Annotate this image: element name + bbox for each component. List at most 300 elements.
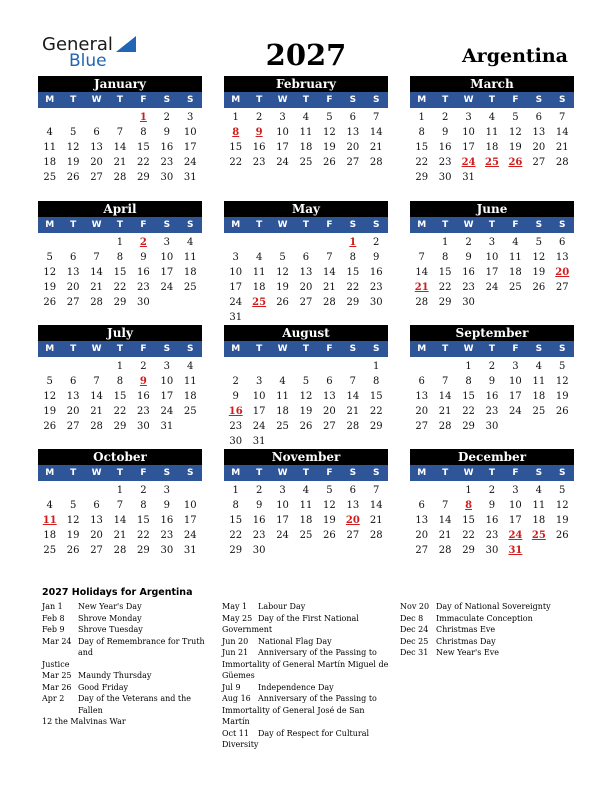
day-cell: 4	[302, 485, 310, 496]
day-cell: 5	[512, 112, 519, 123]
holiday-item	[42, 693, 212, 716]
day-cell: 14	[113, 515, 127, 526]
day-cell: 15	[229, 142, 243, 153]
holiday-day-cell: 9	[255, 127, 263, 138]
day-cell: 23	[369, 282, 383, 293]
weekday-header	[38, 341, 202, 357]
day-cell: 19	[66, 530, 80, 541]
day-cell: 27	[532, 157, 546, 168]
day-cell: 8	[140, 500, 147, 511]
day-cell: 16	[462, 267, 475, 278]
day-cell: 5	[279, 252, 286, 263]
day-cell: 21	[323, 282, 336, 293]
weekday-label: S	[559, 468, 566, 478]
day-cell: 17	[485, 267, 499, 278]
day-cell: 24	[160, 406, 174, 417]
holiday-name: National Flag Day	[258, 636, 332, 646]
day-cell	[38, 110, 61, 125]
day-cell: 23	[160, 530, 174, 541]
day-cell: 8	[140, 127, 147, 138]
country-title: Argentina	[461, 45, 568, 67]
day-cell: 25	[43, 545, 57, 556]
weekday-label: T	[256, 95, 263, 105]
day-cell: 7	[441, 376, 449, 387]
day-cell	[179, 483, 202, 498]
month-title: August	[224, 325, 388, 341]
month-july	[38, 325, 202, 434]
week-row	[224, 374, 388, 389]
holiday-name: Independence Day	[258, 682, 334, 692]
day-cell: 10	[276, 127, 289, 138]
holiday-name: Maundy Thursday	[78, 671, 152, 680]
day-cell: 2	[488, 485, 496, 496]
week-row	[410, 250, 574, 265]
day-cell: 31	[183, 545, 197, 556]
holiday-item	[42, 624, 212, 636]
day-cell: 5	[326, 112, 333, 123]
week-row	[224, 513, 388, 528]
day-cell: 15	[438, 267, 452, 278]
day-cell: 8	[418, 127, 425, 138]
day-cell: 23	[485, 530, 499, 541]
day-cell	[480, 295, 503, 310]
week-row	[38, 235, 202, 250]
day-cell: 30	[369, 297, 383, 308]
holiday-date: Nov 20	[400, 602, 430, 611]
weekday-label: M	[45, 220, 55, 230]
month-august	[224, 325, 388, 449]
holiday-name-continued: Immortality of General José de San Martín	[222, 705, 365, 726]
day-cell: 12	[43, 267, 57, 278]
day-cell	[247, 310, 270, 325]
weekday-label: W	[463, 344, 474, 354]
day-cell: 21	[346, 406, 360, 417]
day-cell: 17	[462, 142, 475, 153]
weekday-label: T	[116, 468, 124, 478]
day-cell: 29	[113, 297, 127, 308]
holiday-name-continued: Government	[222, 625, 273, 634]
day-cell: 29	[113, 421, 127, 432]
day-cell: 2	[255, 485, 263, 496]
day-cell	[527, 543, 550, 558]
week-row	[38, 250, 202, 265]
holiday-day-cell: 21	[414, 282, 429, 293]
holiday-date: Oct 11	[222, 728, 249, 738]
day-cell: 20	[346, 142, 360, 153]
day-cell: 21	[369, 515, 383, 526]
day-cell: 24	[183, 157, 197, 168]
week-row	[410, 528, 574, 543]
week-row	[410, 543, 574, 558]
day-cell: 6	[326, 376, 333, 387]
weekday-label: S	[535, 468, 543, 478]
week-row	[224, 250, 388, 265]
day-cell: 20	[532, 142, 546, 153]
day-cell: 15	[113, 391, 127, 402]
holiday-date: Jan 1	[42, 602, 63, 611]
holiday-day-cell: 31	[508, 545, 523, 556]
holiday-name: Day of National Sovereignty	[436, 602, 551, 611]
weekday-label: F	[512, 344, 519, 354]
day-cell: 9	[488, 500, 496, 511]
day-cell: 1	[116, 237, 124, 248]
day-cell: 1	[232, 112, 239, 123]
week-row	[38, 389, 202, 404]
month-march	[410, 76, 574, 185]
logo-general-text: General	[42, 34, 113, 55]
day-cell	[551, 295, 574, 310]
day-cell: 14	[346, 391, 360, 402]
holiday-item	[222, 647, 392, 659]
day-cell: 10	[160, 252, 174, 263]
day-cell: 7	[418, 252, 425, 263]
holiday-day-cell: 8	[232, 127, 240, 138]
week-row	[224, 389, 388, 404]
weekday-label: M	[417, 468, 427, 478]
month-title: May	[224, 201, 388, 217]
week-row	[38, 374, 202, 389]
day-cell: 13	[532, 127, 546, 138]
day-cell: 24	[252, 421, 266, 432]
day-cell: 30	[160, 172, 174, 183]
day-cell	[318, 434, 341, 449]
day-cell: 19	[43, 406, 57, 417]
day-cell: 4	[279, 376, 286, 387]
day-cell: 30	[252, 545, 266, 556]
day-cell: 25	[299, 530, 313, 541]
day-cell	[410, 235, 433, 250]
day-cell: 28	[113, 545, 127, 556]
day-cell: 27	[555, 282, 569, 293]
holiday-item	[222, 682, 392, 694]
weekday-label: T	[70, 220, 77, 230]
day-cell: 19	[555, 515, 569, 526]
day-cell: 12	[299, 391, 313, 402]
day-cell: 2	[140, 485, 147, 496]
weekday-label: T	[256, 468, 263, 478]
week-row	[410, 404, 574, 419]
weekday-label: S	[349, 95, 357, 105]
day-cell: 17	[509, 515, 522, 526]
holiday-item	[400, 624, 570, 636]
weekday-label: F	[512, 468, 519, 478]
day-cell: 11	[532, 500, 546, 511]
holiday-name: Anniversary of the Passing to	[258, 694, 377, 703]
holiday-date: Dec 24	[400, 625, 429, 634]
week-row	[410, 498, 574, 513]
day-cell: 11	[43, 142, 57, 153]
weekday-header	[410, 92, 574, 108]
day-cell: 20	[66, 282, 80, 293]
weekday-label: T	[302, 344, 310, 354]
day-cell: 5	[46, 376, 53, 387]
day-cell: 24	[485, 282, 499, 293]
month-title: April	[38, 201, 202, 217]
week-row	[410, 155, 574, 170]
holiday-name: Christmas Eve	[436, 625, 496, 634]
weekday-label: W	[277, 468, 288, 478]
day-cell	[527, 295, 550, 310]
day-cell: 10	[509, 500, 522, 511]
week-row	[38, 419, 202, 434]
day-cell	[179, 419, 202, 434]
holiday-name: Anniversary of the Passing to	[258, 648, 377, 657]
day-cell: 8	[232, 500, 239, 511]
day-cell: 23	[137, 282, 150, 293]
day-cell: 11	[532, 376, 546, 387]
day-cell: 6	[349, 112, 356, 123]
day-cell: 31	[183, 172, 197, 183]
holiday-date: Mar 24	[42, 636, 72, 646]
day-cell	[155, 295, 178, 310]
holiday-day-cell: 2	[139, 237, 147, 248]
weekday-label: M	[231, 220, 241, 230]
weekday-label: W	[277, 344, 288, 354]
day-cell: 26	[323, 157, 336, 168]
day-cell: 7	[326, 252, 333, 263]
weekday-label: T	[302, 95, 310, 105]
week-row	[38, 295, 202, 310]
day-cell: 28	[323, 297, 336, 308]
day-cell	[247, 235, 270, 250]
day-cell: 7	[373, 112, 380, 123]
holiday-name: Shrove Tuesday	[78, 625, 143, 634]
weekday-label: S	[373, 468, 380, 478]
day-cell	[61, 483, 84, 498]
weekday-label: T	[442, 468, 449, 478]
day-cell: 6	[349, 485, 356, 496]
day-cell: 10	[183, 500, 197, 511]
day-cell: 10	[160, 376, 174, 387]
day-cell: 18	[485, 142, 499, 153]
day-cell: 26	[555, 406, 569, 417]
holiday-date: Dec 8	[400, 613, 424, 623]
day-cell: 7	[116, 127, 124, 138]
day-cell: 19	[66, 157, 80, 168]
holiday-name: Shrove Monday	[78, 613, 142, 623]
day-cell: 13	[90, 142, 103, 153]
day-cell: 18	[252, 282, 266, 293]
week-row	[38, 483, 202, 498]
month-title: June	[410, 201, 574, 217]
page-title-year: 2027	[265, 38, 347, 72]
day-cell: 22	[346, 282, 360, 293]
day-cell	[271, 543, 294, 558]
logo-blue-text: Blue	[69, 51, 107, 71]
day-cell: 28	[438, 545, 452, 556]
day-cell: 25	[183, 406, 197, 417]
day-cell: 25	[43, 172, 57, 183]
day-cell: 20	[90, 157, 103, 168]
holiday-day-cell: 26	[508, 157, 523, 168]
holiday-date: Mar 25	[42, 671, 72, 680]
weekday-label: F	[326, 95, 333, 105]
day-cell: 3	[163, 485, 170, 496]
day-cell: 9	[441, 127, 449, 138]
weekday-header	[224, 92, 388, 108]
day-cell: 31	[252, 436, 266, 447]
weekday-label: M	[417, 344, 427, 354]
week-row	[38, 140, 202, 155]
day-cell: 25	[509, 282, 522, 293]
day-cell: 16	[369, 267, 383, 278]
day-cell: 15	[137, 515, 150, 526]
day-cell: 5	[46, 252, 53, 263]
day-cell	[341, 359, 364, 374]
day-cell: 6	[302, 252, 310, 263]
day-cell	[271, 235, 294, 250]
day-cell	[61, 235, 84, 250]
day-cell: 25	[183, 282, 197, 293]
month-december	[410, 449, 574, 558]
holidays-column	[222, 601, 392, 751]
holiday-date: Jun 21	[222, 648, 249, 657]
weekday-label: T	[70, 344, 77, 354]
weekday-label: S	[535, 344, 543, 354]
holiday-item	[400, 613, 570, 625]
day-cell: 20	[415, 406, 429, 417]
week-row	[410, 513, 574, 528]
day-cell: 12	[509, 127, 522, 138]
day-cell: 4	[187, 361, 194, 372]
day-cell: 20	[323, 406, 336, 417]
holiday-date: Apr 2	[42, 694, 65, 703]
holiday-day-cell: 11	[42, 515, 57, 526]
holiday-date: Feb 8	[42, 613, 65, 623]
day-cell: 17	[160, 267, 174, 278]
day-cell: 28	[90, 421, 103, 432]
day-cell: 17	[509, 391, 522, 402]
holiday-day-cell: 24	[461, 157, 476, 168]
day-cell: 23	[252, 530, 266, 541]
holiday-date: May 1	[222, 602, 248, 611]
day-cell: 21	[90, 406, 103, 417]
day-cell: 6	[418, 376, 425, 387]
day-cell: 12	[276, 267, 289, 278]
weekday-label: M	[417, 220, 427, 230]
holiday-day-cell: 8	[465, 500, 473, 511]
week-row	[224, 310, 388, 325]
weekday-label: T	[116, 220, 124, 230]
day-cell: 26	[299, 421, 313, 432]
holiday-item	[400, 636, 570, 648]
day-cell: 2	[373, 237, 380, 248]
day-cell: 3	[232, 252, 239, 263]
week-row	[410, 280, 574, 295]
day-cell: 27	[90, 172, 103, 183]
day-cell: 9	[255, 500, 263, 511]
holiday-item	[222, 693, 392, 705]
day-cell: 28	[346, 421, 360, 432]
day-cell: 31	[160, 421, 174, 432]
day-cell	[224, 235, 247, 250]
day-cell: 31	[462, 172, 475, 183]
day-cell: 20	[299, 282, 313, 293]
weekday-label: F	[512, 220, 519, 230]
day-cell: 17	[276, 515, 289, 526]
day-cell: 14	[113, 142, 127, 153]
day-cell	[247, 359, 270, 374]
day-cell: 18	[509, 267, 522, 278]
day-cell: 4	[535, 361, 542, 372]
holiday-name: New Year's Eve	[436, 648, 499, 657]
day-cell: 14	[415, 267, 429, 278]
holiday-date: Jul 9	[222, 682, 241, 692]
month-june	[410, 201, 574, 310]
holidays-title: 2027 Holidays for Argentina	[42, 587, 193, 598]
day-cell: 14	[90, 267, 103, 278]
weekday-label: S	[187, 344, 194, 354]
day-cell: 17	[160, 391, 174, 402]
day-cell: 14	[438, 391, 452, 402]
day-cell	[61, 110, 84, 125]
day-cell: 27	[415, 421, 429, 432]
day-cell: 16	[160, 515, 174, 526]
day-cell: 26	[323, 530, 336, 541]
week-row	[38, 110, 202, 125]
day-cell: 27	[299, 297, 313, 308]
day-cell: 28	[555, 157, 569, 168]
holiday-item	[400, 647, 570, 659]
day-cell: 10	[229, 267, 243, 278]
day-cell	[318, 310, 341, 325]
week-row	[224, 528, 388, 543]
day-cell: 12	[66, 515, 80, 526]
week-row	[410, 265, 574, 280]
day-cell: 12	[323, 127, 336, 138]
day-cell	[318, 359, 341, 374]
holiday-name-continued: Justice	[42, 659, 70, 669]
day-cell: 9	[488, 376, 496, 387]
day-cell: 19	[43, 282, 57, 293]
weekday-header	[224, 341, 388, 357]
day-cell: 3	[163, 361, 170, 372]
day-cell: 11	[276, 391, 289, 402]
day-cell: 11	[299, 500, 313, 511]
day-cell	[108, 110, 131, 125]
day-cell: 26	[66, 545, 80, 556]
day-cell	[294, 235, 317, 250]
holiday-day-cell: 1	[139, 112, 147, 123]
day-cell: 14	[555, 127, 569, 138]
day-cell: 22	[229, 530, 243, 541]
weekday-header	[224, 217, 388, 233]
week-row	[38, 155, 202, 170]
holiday-name: New Year's Day	[78, 602, 142, 611]
day-cell: 30	[160, 545, 174, 556]
weekday-label: M	[417, 95, 427, 105]
weekday-label: S	[373, 95, 380, 105]
day-cell: 28	[113, 172, 127, 183]
holiday-item	[42, 682, 212, 694]
day-cell: 18	[43, 157, 57, 168]
weekday-label: T	[488, 220, 496, 230]
day-cell: 8	[373, 376, 380, 387]
day-cell: 4	[302, 112, 310, 123]
day-cell: 23	[252, 157, 266, 168]
day-cell: 13	[66, 391, 80, 402]
day-cell: 16	[137, 267, 150, 278]
day-cell: 5	[302, 376, 310, 387]
day-cell: 15	[462, 515, 475, 526]
day-cell: 13	[415, 515, 429, 526]
weekday-label: S	[349, 468, 357, 478]
weekday-label: T	[70, 468, 77, 478]
day-cell: 22	[415, 157, 429, 168]
day-cell: 14	[438, 515, 452, 526]
weekday-label: W	[463, 468, 474, 478]
weekday-label: F	[326, 468, 333, 478]
